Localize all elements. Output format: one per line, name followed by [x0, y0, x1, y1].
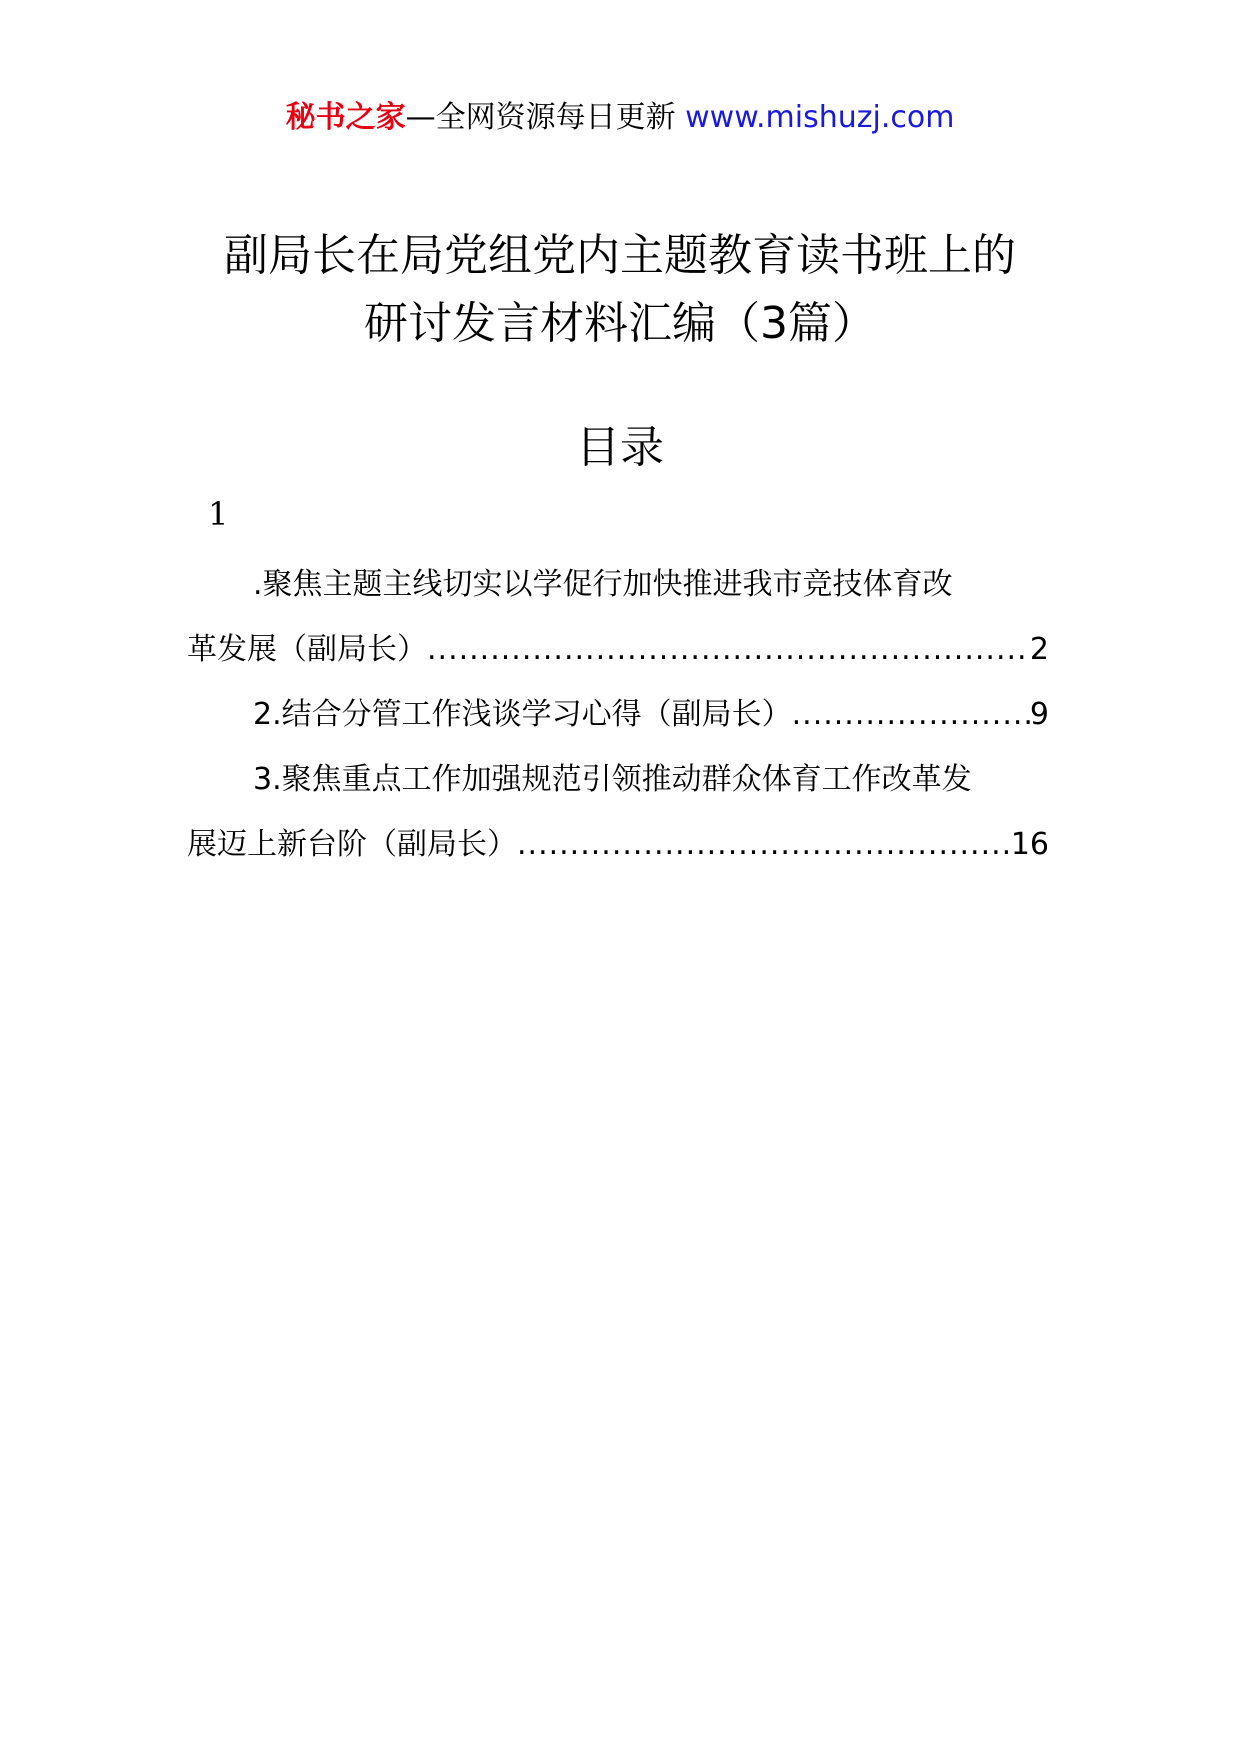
site-url-link[interactable]: www.mishuzj.com — [685, 100, 955, 135]
toc-entry-1-page: 2 — [1029, 632, 1049, 667]
toc-entry-1-line-1[interactable] — [187, 552, 1049, 617]
title-line-2: 研讨发言材料汇编（3篇） — [364, 298, 876, 349]
banner-slogan: —全网资源每日更新 — [405, 100, 676, 135]
title-line-1: 副局长在局党组党内主题教育读书班上的 — [224, 230, 1016, 281]
toc-entry-3-text: 3.聚焦重点工作加强规范引领推动群众体育工作改革发 — [253, 762, 972, 797]
dot-leader — [427, 617, 1030, 682]
toc-entry-3-line-2[interactable] — [187, 812, 1049, 877]
toc-entry-2-page: 9 — [1029, 697, 1049, 732]
toc-heading: 目录 — [576, 422, 664, 473]
site-banner — [0, 98, 1240, 138]
toc-entry-1-line-2[interactable] — [187, 617, 1049, 682]
table-of-contents — [187, 552, 1049, 877]
toc-entry-2[interactable] — [187, 682, 1049, 747]
document-title — [150, 222, 1090, 358]
brand-name: 秘书之家 — [285, 100, 406, 135]
toc-entry-2-text: 2.结合分管工作浅谈学习心得（副局长） — [253, 697, 792, 732]
toc-entry-3-text-cont: 展迈上新台阶（副局长） — [187, 827, 517, 862]
toc-entry-3-line-1[interactable] — [187, 747, 1049, 812]
toc-entry-1-text-cont: 革发展（副局长） — [187, 632, 427, 667]
entry-number-fragment: 1 — [208, 495, 229, 533]
toc-entry-3-page: 16 — [1010, 827, 1049, 862]
dot-leader — [792, 682, 1030, 747]
toc-entry-1-text: .聚焦主题主线切实以学促行加快推进我市竞技体育改 — [253, 567, 953, 602]
dot-leader — [517, 812, 1011, 877]
